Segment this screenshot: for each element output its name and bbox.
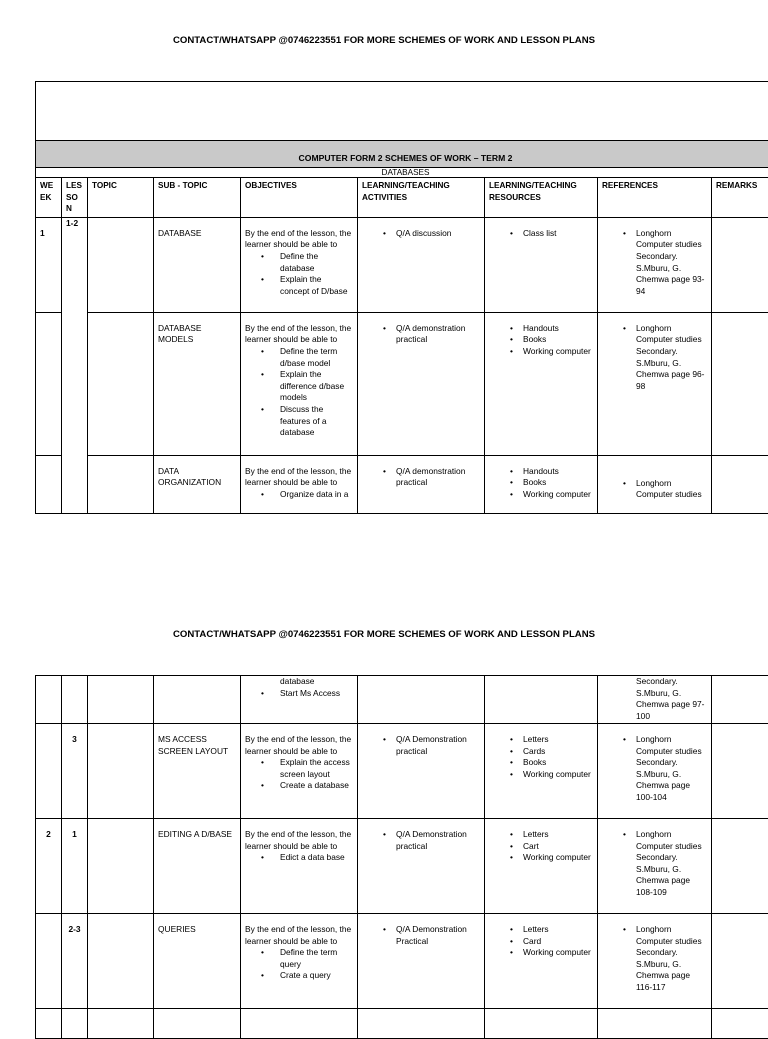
activities-cell: [358, 724, 485, 819]
objectives-intro: By the end of the lesson, the learner should be able to: [245, 323, 353, 346]
table-row: [36, 312, 768, 455]
list-item: • Card: [489, 936, 593, 948]
list-item: • Cards: [489, 746, 593, 758]
week-cell: [36, 914, 62, 1009]
subtopic-cell: MS ACCESS SCREEN LAYOUT: [154, 724, 241, 819]
references-cell: [598, 676, 712, 724]
remarks-cell: [712, 676, 768, 724]
col-week: WE EK: [36, 178, 62, 218]
list-item: • Organize data in a: [245, 489, 353, 501]
list-item: • Cart: [489, 841, 593, 853]
references-cell: [598, 217, 712, 312]
activities-cell: [358, 312, 485, 455]
topic-cell: [88, 676, 154, 724]
objectives-intro: By the end of the lesson, the learner should be able to: [245, 228, 353, 251]
list-item: • Explain the access screen layout: [245, 757, 353, 780]
list-item: • Letters: [489, 924, 593, 936]
references-cell: [598, 914, 712, 1009]
list-item: • Books: [489, 477, 593, 489]
activities-cell: [358, 819, 485, 914]
list-item: • Start Ms Access: [245, 688, 353, 700]
remarks-cell: [712, 724, 768, 819]
list-item: • Letters: [489, 829, 593, 841]
col-topic: TOPIC: [88, 178, 154, 218]
week-cell: 1: [36, 217, 62, 312]
objectives-intro: By the end of the lesson, the learner should be able to: [245, 829, 353, 852]
topic-cell: [88, 724, 154, 819]
col-objectives: OBJECTIVES: [241, 178, 358, 218]
list-item: • Longhorn Computer studies Secondary. S.Mburu, G. Chemwa page 93-94: [602, 228, 707, 298]
activities-cell: [358, 914, 485, 1009]
remarks-cell: [712, 914, 768, 1009]
topic-cell: [88, 914, 154, 1009]
list-item: • Longhorn Computer studies Secondary. S.Mburu, G. Chemwa page 116-117: [602, 924, 707, 994]
list-item: • Working computer: [489, 489, 593, 501]
subtopic-cell: [154, 676, 241, 724]
table-row: [36, 914, 768, 1009]
resources-cell: [485, 676, 598, 724]
objectives-cell: [241, 819, 358, 914]
list-item: • Working computer: [489, 346, 593, 358]
list-item: • Longhorn Computer studies Secondary. S.Mburu, G. Chemwa page 108-109: [602, 829, 707, 899]
list-item: • Handouts: [489, 323, 593, 335]
page-header: CONTACT/WHATSAPP @0746223551 FOR MORE SCHEMES OF WORK AND LESSON PLANS: [0, 35, 768, 46]
list-item: • Discuss the features of a database: [245, 404, 353, 439]
col-references: REFERENCES: [598, 178, 712, 218]
remarks-cell: [712, 312, 768, 455]
list-item: • Define the term query: [245, 947, 353, 970]
list-item: • Q/A Demonstration practical: [362, 829, 480, 852]
resources-cell: [485, 819, 598, 914]
week-cell: [36, 724, 62, 819]
list-item: • Books: [489, 757, 593, 769]
list-item: • Q/A demonstration practical: [362, 323, 480, 346]
list-item: • Define the term d/base model: [245, 346, 353, 369]
col-resources: LEARNING/TEACHING RESOURCES: [485, 178, 598, 218]
subtopic-cell: DATABASE: [154, 217, 241, 312]
subtopic-cell: DATA ORGANIZATION: [154, 455, 241, 513]
references-cell: [598, 819, 712, 914]
list-item: • Longhorn Computer studies Secondary. S.Mburu, G. Chemwa page 96-98: [602, 323, 707, 393]
objectives-intro: By the end of the lesson, the learner should be able to: [245, 924, 353, 947]
lesson-cell: 1: [62, 819, 88, 914]
objectives-cell: [241, 312, 358, 455]
week-cell: 2: [36, 819, 62, 914]
subtopic-cell: DATABASE MODELS: [154, 312, 241, 455]
topic-cell: [88, 217, 154, 312]
col-activities: LEARNING/TEACHING ACTIVITIES: [358, 178, 485, 218]
col-subtopic: SUB - TOPIC: [154, 178, 241, 218]
list-item: • Q/A Demonstration Practical: [362, 924, 480, 947]
list-item: • Longhorn Computer studies: [602, 478, 707, 501]
list-item: • Explain the concept of D/base: [245, 274, 353, 297]
table-row: [36, 217, 768, 312]
subtopic-cell: QUERIES: [154, 914, 241, 1009]
lesson-cell: 1-2: [62, 217, 88, 513]
col-lesson: LES SO N: [62, 178, 88, 218]
list-item: • Q/A demonstration practical: [362, 466, 480, 489]
remarks-cell: [712, 819, 768, 914]
objectives-cell: [241, 914, 358, 1009]
col-remarks: REMARKS: [712, 178, 768, 218]
topic-cell: [88, 312, 154, 455]
table-row: [36, 455, 768, 513]
resources-cell: [485, 724, 598, 819]
list-item: • Working computer: [489, 769, 593, 781]
objectives-cell: [241, 724, 358, 819]
resources-cell: [485, 914, 598, 1009]
remarks-cell: [712, 217, 768, 312]
list-item: • Working computer: [489, 852, 593, 864]
topic-cell: [88, 819, 154, 914]
scheme-table-page-1: [35, 81, 768, 514]
list-item: • Define the database: [245, 251, 353, 274]
remarks-cell: [712, 455, 768, 513]
objectives-cell: [241, 455, 358, 513]
activities-cell: [358, 455, 485, 513]
list-item: • Working computer: [489, 947, 593, 959]
list-item: • Class list: [489, 228, 593, 240]
references-cell: [598, 312, 712, 455]
scheme-table-page-2: [35, 675, 768, 1039]
list-item: • Explain the difference d/base models: [245, 369, 353, 404]
table-row: [36, 724, 768, 819]
week-cell: [36, 676, 62, 724]
topic-cell: [88, 455, 154, 513]
list-item: • Letters: [489, 734, 593, 746]
activities-cell: [358, 676, 485, 724]
page-header: CONTACT/WHATSAPP @0746223551 FOR MORE SCHEMES OF WORK AND LESSON PLANS: [0, 629, 768, 640]
list-item: • Handouts: [489, 466, 593, 478]
list-item: • Q/A discussion: [362, 228, 480, 240]
lesson-cell: 3: [62, 724, 88, 819]
objectives-intro: By the end of the lesson, the learner should be able to: [245, 466, 353, 489]
resources-cell: [485, 217, 598, 312]
list-item: • Q/A Demonstration practical: [362, 734, 480, 757]
objectives-cell: [241, 217, 358, 312]
lesson-cell: [62, 676, 88, 724]
week-cell: [36, 312, 62, 455]
objectives-cell: [241, 676, 358, 724]
lesson-cell: 2-3: [62, 914, 88, 1009]
list-item: • Create a database: [245, 780, 353, 792]
resources-cell: [485, 312, 598, 455]
objectives-intro: By the end of the lesson, the learner should be able to: [245, 734, 353, 757]
references-cell: [598, 724, 712, 819]
table-row: [36, 676, 768, 724]
topic-band: DATABASES: [36, 168, 768, 178]
list-item: • Crate a query: [245, 970, 353, 982]
resources-cell: [485, 455, 598, 513]
list-item: • Books: [489, 334, 593, 346]
scheme-title: COMPUTER FORM 2 SCHEMES OF WORK – TERM 2: [36, 141, 768, 168]
list-item: • Edict a data base: [245, 852, 353, 864]
objectives-continued: database: [245, 676, 353, 688]
reference-continued: Secondary. S.Mburu, G. Chemwa page 97-100: [602, 676, 707, 722]
list-item: • Longhorn Computer studies Secondary. S.Mburu, G. Chemwa page 100-104: [602, 734, 707, 804]
week-cell: [36, 455, 62, 513]
activities-cell: [358, 217, 485, 312]
table-row: [36, 819, 768, 914]
subtopic-cell: EDITING A D/BASE: [154, 819, 241, 914]
references-cell: [598, 455, 712, 513]
blank-banner: [36, 82, 768, 141]
